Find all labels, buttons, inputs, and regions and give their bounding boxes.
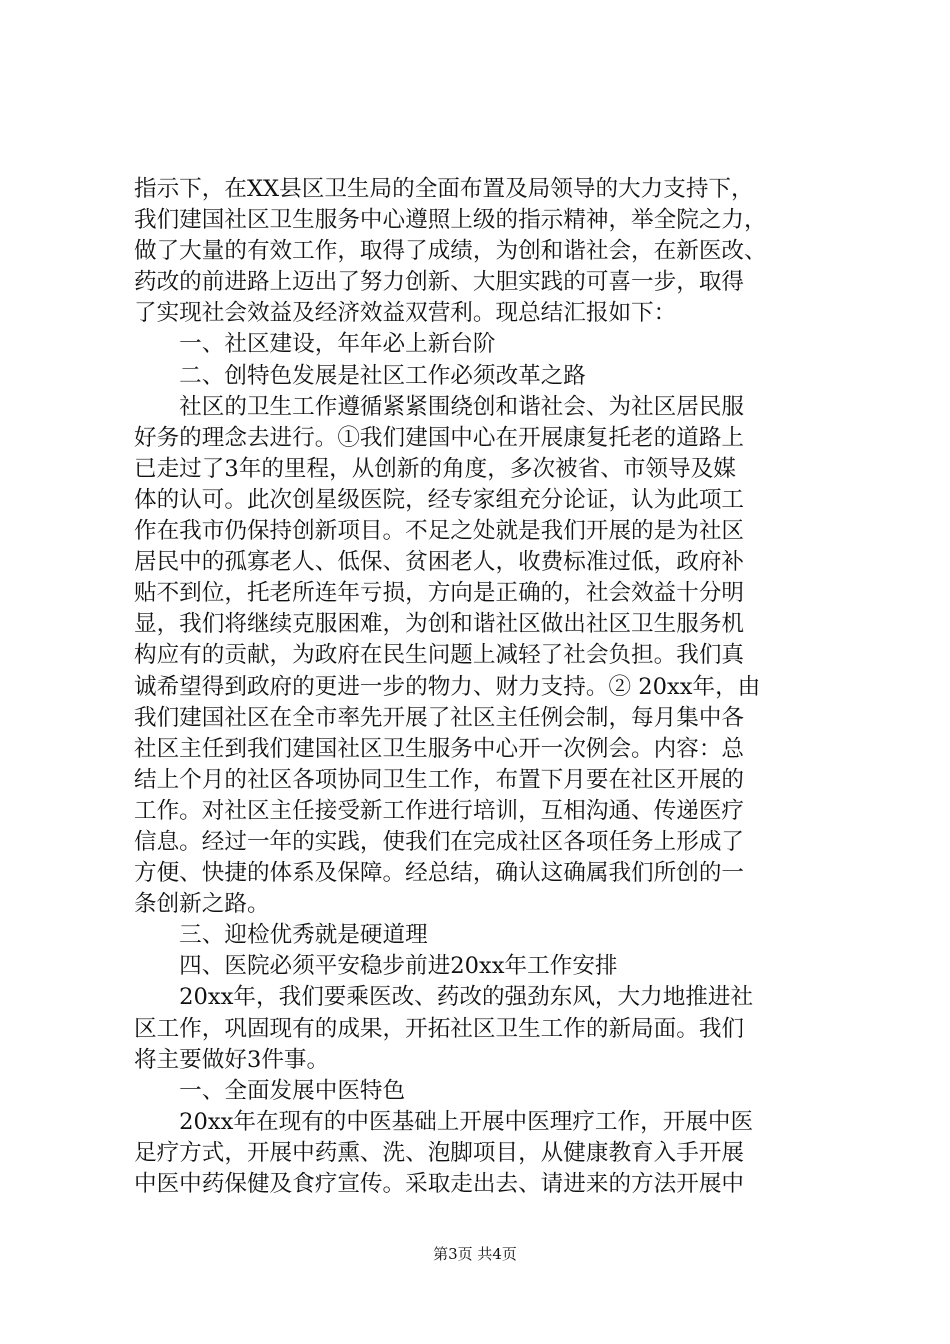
text-line: 居民中的孤寡老人、低保、贫困老人，收费标准过低，政府补 <box>134 549 745 576</box>
text-line: 条创新之路。 <box>134 891 270 918</box>
text-line: 20xx年在现有的中医基础上开展中医理疗工作，开展中医 <box>134 1108 754 1135</box>
text-line: 一、全面发展中医特色 <box>134 1077 406 1104</box>
text-line: 三、迎检优秀就是硬道理 <box>134 922 428 949</box>
text-line: 二、创特色发展是社区工作必须改革之路 <box>134 362 586 389</box>
text-line: 区工作，巩固现有的成果，开拓社区卫生工作的新局面。我们 <box>134 1015 745 1042</box>
text-line: 构应有的贡献，为政府在民生问题上减轻了社会负担。我们真 <box>134 642 745 669</box>
text-line: 我们建国社区在全市率先开展了社区主任例会制，每月集中各 <box>134 704 745 731</box>
text-line: 信息。经过一年的实践，使我们在完成社区各项任务上形成了 <box>134 828 745 855</box>
text-line: 诚希望得到政府的更进一步的物力、财力支持。② 20xx年，由 <box>134 673 761 700</box>
text-line: 工作。对社区主任接受新工作进行培训，互相沟通、传递医疗 <box>134 797 745 824</box>
text-line: 我们建国社区卫生服务中心遵照上级的指示精神，举全院之力， <box>134 207 767 234</box>
text-line: 作在我市仍保持创新项目。不足之处就是我们开展的是为社区 <box>134 518 745 545</box>
document-body <box>134 174 834 1200</box>
text-line: 做了大量的有效工作，取得了成绩，为创和谐社会，在新医改、 <box>134 238 767 265</box>
text-line: 贴不到位，托老所连年亏损，方向是正确的，社会效益十分明 <box>134 580 745 607</box>
text-line: 已走过了3年的里程，从创新的角度，多次被省、市领导及媒 <box>134 455 736 482</box>
text-line: 社区主任到我们建国社区卫生服务中心开一次例会。内容：总 <box>134 735 745 762</box>
text-line: 足疗方式，开展中药熏、洗、泡脚项目，从健康教育入手开展 <box>134 1139 745 1166</box>
text-line: 好务的理念去进行。①我们建国中心在开展康复托老的道路上 <box>134 424 745 451</box>
text-line: 中医中药保健及食疗宣传。采取走出去、请进来的方法开展中 <box>134 1171 745 1197</box>
text-line: 将主要做好3件事。 <box>134 1046 330 1073</box>
page-footer: 第3页 共4页 <box>433 1245 517 1263</box>
text-line: 结上个月的社区各项协同卫生工作，布置下月要在社区开展的 <box>134 766 745 793</box>
text-line: 药改的前进路上迈出了努力创新、大胆实践的可喜一步，取得 <box>134 269 745 296</box>
text-line: 社区的卫生工作遵循紧紧围绕创和谐社会、为社区居民服 <box>134 393 745 420</box>
text-line: 一、社区建设，年年必上新台阶 <box>134 331 496 358</box>
text-line: 体的认可。此次创星级医院，经专家组充分论证，认为此项工 <box>134 486 745 513</box>
text-line: 了实现社会效益及经济效益双营利。现总结汇报如下： <box>134 300 677 327</box>
text-line: 指示下，在XX县区卫生局的全面布置及局领导的大力支持下， <box>134 176 754 202</box>
text-line: 方便、快捷的体系及保障。经总结，确认这确属我们所创的一 <box>134 860 745 887</box>
text-line: 显，我们将继续克服困难，为创和谐社区做出社区卫生服务机 <box>134 611 745 638</box>
text-line: 四、医院必须平安稳步前进20xx年工作安排 <box>134 953 618 980</box>
text-line: 20xx年，我们要乘医改、药改的强劲东风，大力地推进社 <box>134 984 754 1011</box>
